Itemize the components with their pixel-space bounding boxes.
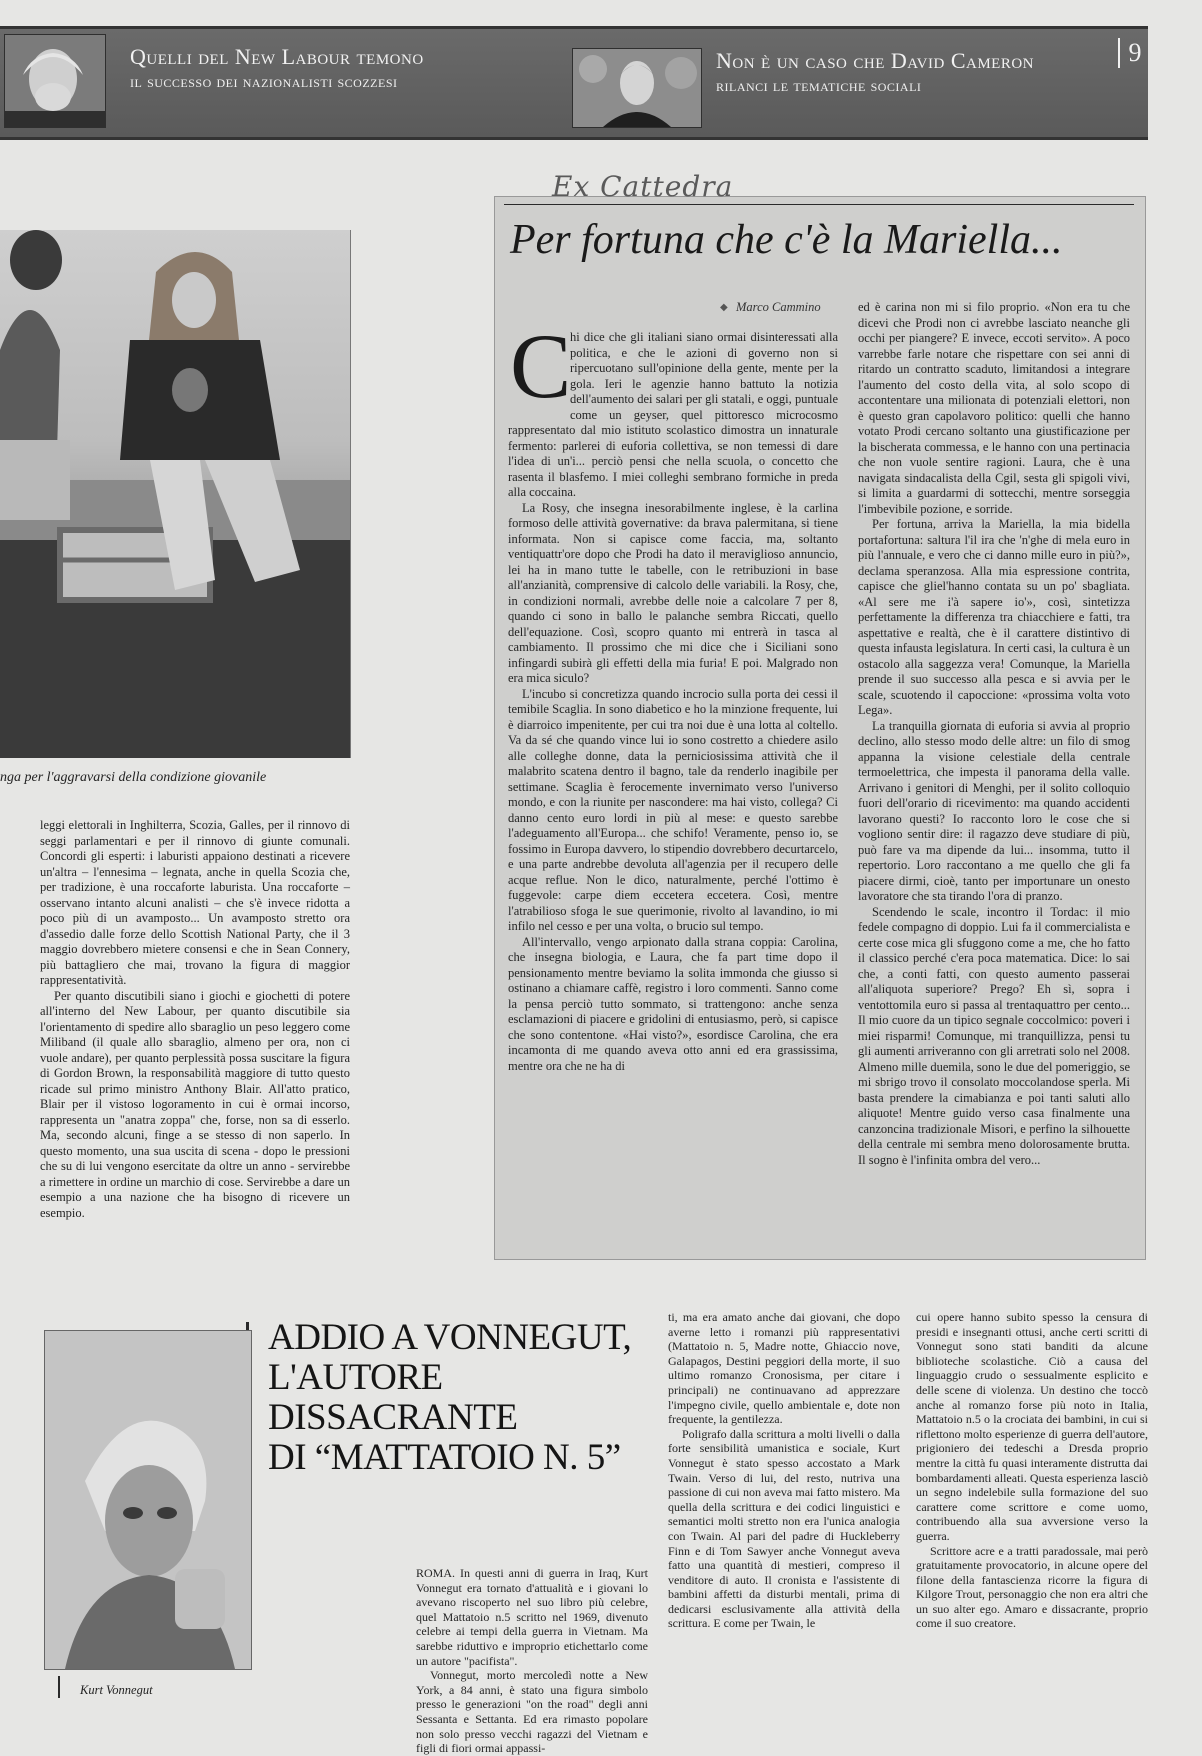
article-paragraph: leggi elettorali in Inghilterra, Scozia, Galles, per il rinnovo di seggi parlamentari e per il rinnovo di giunte comunali. Concordi gli esperti: i laburisti appaiono destinati a ricevere un'altra – l'ennesima – legnata, anche in quella Scozia che, per tradizione, è una roccaforte laburista. Una roccaforte – osservano intanto alcuni analisti – che s'è invece ridotta a poco più di un avamposto... Un avamposto stretto ora d'assedio dalle forze dello Scottish National Party, che il 3 maggio dovrebbero mietere consensi e che in Sean Connery, più battagliero che mai, trovano la figura di maggior rappresentatività. <box>40 818 350 987</box>
headline-line: ADDIO A VONNEGUT, <box>268 1317 632 1358</box>
editorial-paragraph: hi dice che gli italiani siano ormai disinteressati alla politica, e che le azioni di governo non si ripercuotano sull'opinione della gente, mente per la gola. Ieri le agenzie hanno battuto la notizia dell'aumento dei salari per gli statali, e oggi, puntuale come un geyser, quel pittoresco microcosmo rappresentato dal mio istituto scolastico dimostra un innaturale fermento: parlerei di euforia collettiva, se non temessi di dare l'idea di un'i... perciò pensi che nella scuola, o concetto che rasenta il blasfemo. I miei colleghi sembrano formiche in preda alla coccaina. <box>508 330 838 499</box>
vonnegut-paragraph: ROMA. In questi anni di guerra in Iraq, Kurt Vonnegut era tornato d'attualità e i giovani lo avevano riscoperto nel suo libro più celebre, quel Mattatoio n.5 scritto nel 1969, divenuto celebre ai tempi della guerra in Vietnam. Ma sarebbe riduttivo e improprio etichettarlo come un autore "pacifista". <box>416 1566 648 1668</box>
photo-caption: nga per l'aggravarsi della condizione giovanile <box>0 770 267 785</box>
editorial-paragraph: Per fortuna, arriva la Mariella, la mia bidella portafortuna: saltura l'il ira che 'n'ghe di mela euro in più l'annuale, e vero che ci danno mille euro in più?», declama speranzosa. Alla mia espressione contrita, capisce che gliel'hanno contata su un po' sbagliata. «Al sere me i'à sapere io'», così, sintetizza perfettamente la differenza tra chiacchiere e fatti, tra aspettative e realtà, che è il carattere distintivo di questa infausta legislatura. In certi casi, la cultura è un ostacolo alla saggezza vera! Comunque, la Mariella prende il suo successo alla pesca e si avvia per le scale, scuotendo il capoccione: «prossima volta voto Lega». <box>858 517 1130 717</box>
article-paragraph: Per quanto discutibili siano i giochi e giochetti di potere all'interno del New Labour, per quanto discutibile sia l'orientamento di spedire allo sbaraglio un peso leggero come Miliband (il quale allo sbaraglio, almeno per ora, non ci vuole andare), per quanto perplessità possa suscitare la figura di Gordon Brown, la responsabilità maggiore di tutto questo ricade sul primo ministro Anthony Blair. All'atto pratico, Blair per il vistoso logoramento in cui è ormai incorso, rappresenta un "anatra zoppa" che, forse, non sa di esserlo. Ma, secondo alcuni, finge a se stesso di non saperlo. In questo momento, una sua uscita di scena - dopo le pressioni che su di lui vengono esercitate da oltre un anno - servirebbe a rimettere in ordine un marchio di cose. Servirebbe a dare un esempio a una nazione che ha bisogno di ricevere un esempio. <box>40 988 350 1220</box>
vonnegut-column-1 <box>416 1566 648 1756</box>
editorial-paragraph: All'intervallo, vengo arpionato dalla strana coppia: Carolina, che insegna biologia, e Laura, che fa part time dopo il pensionamento mentre beviamo la solita immonda che giusso si ostinano a chiamare caffè, registro i loro commenti. Sanno come la pensa perciò tutto sommato, si trattengono: anche senza esclamazioni di piacere e gridolini di entusiasmo, però, si capisce che sono contentone. «Hai visto?», esordisce Carolina, che era incamonta di me quando aveva otto anni ed era grassissima, mentre ora che ne ha di <box>508 934 838 1073</box>
editorial-kicker: Ex Cattedra <box>552 170 734 203</box>
left-teaser-line2: il successo dei nazionalisti scozzesi <box>130 72 398 91</box>
vonnegut-paragraph: ti, ma era amato anche dai giovani, che dopo averne letto i romanzi più rappresentativi (Mattatoio n. 5, Madre notte, Ghiaccio nove, Galapagos, Destini peggiori della morte, il suo ultimo romanzo Cronosisma, per citare i principali) ne continuavano ad apprezzare l'impegno civile, quello ambientale e, dote non frequente, la gentilezza. <box>668 1310 900 1427</box>
portrait-photo-left <box>4 34 106 128</box>
editorial-author: Marco Cammino <box>736 300 821 314</box>
vonnegut-photo <box>44 1330 252 1670</box>
portrait-photo-right <box>572 48 702 128</box>
editorial-top-rule <box>504 204 1134 205</box>
dropcap-spacer <box>508 330 570 408</box>
editorial-paragraph: La Rosy, che insegna inesorabilmente inglese, è la carlina formoso delle attività governative: da brava palermitana, si tiene informata. Non si capisce come faccia, ma, soltanto ventiquattr'ore dopo che Prodi ha dato il meraviglioso annuncio, lei ha in mano tutte le tabelle, con le retribuzioni in base all'anzianità, comprensive di calcolo delle variabili. la Rosy, che, in condizioni normali, avrebbe delle noie a calcolare 7 per 8, quando ci sono in ballo le palanche sembra Riccati, quello dell'equazione. Così, scopro quanto mi entrerà in tasca al cambiamento. Il prossimo che mi dice che i Siciliani sono infingardi subirà gli effetti della mia furia! E poi. Malgrado non era mica siculo? <box>508 500 838 685</box>
editorial-column-2 <box>858 300 1130 1240</box>
editorial-paragraph: ed è carina non mi si filo proprio. «Non era tu che dicevi che Prodi non ci avrebbe lasciato neanche gli occhi per piangere? E invece, eccoti servito». A poco varrebbe farle notare che rispettare con sei anni di ritardo un contratto scaduto, limitandosi a integrare l'aumento del costo della vita, al solo scopo di accontentare una milionata di potenziali elettori, non è questo gran capolavoro politico: quelli che hanno votato Prodi cercano soltanto una giustificazione per la bischerata commessa, e le hanno con una pertinacia che non vuole sentire ragioni. Laura, che è una navigata sindacalista della Cgil, sesta gli spigoli vivi, si limita a guardarmi di sottecchi, mentre sorseggia l'imbevibile pozione, e sorride. <box>858 300 1130 516</box>
vonnegut-column-3 <box>916 1310 1148 1744</box>
vonnegut-paragraph: cui opere hanno subito spesso la censura di presidi e insegnanti ottusi, anche certi scritti di Vonnegut sono stati banditi da alcune biblioteche scolastiche. Ciò a causa del linguaggio crudo o sessualmente esplicito e delle scene di violenza. Un destino che toccò anche al romanzo forse più noto in Italia, Mattatoio n.5 o la crociata dei bambini, in cui si riflettono molto esperienze di guerra dell'autore, prigioniero dei tedeschi a Dresda proprio mentre la città fu quasi interamente distrutta dai bombardamenti alleati. Questa esperienza lasciò un segno indelebile sulla formazione del suo carattere come scrittore e come uomo, contribuendo alla sua avversione verso la guerra. <box>916 1310 1148 1543</box>
photo-caption-vonnegut: Kurt Vonnegut <box>80 1683 153 1697</box>
teenagers-photo <box>0 230 351 758</box>
vonnegut-column-2 <box>668 1310 900 1744</box>
vonnegut-paragraph: Vonnegut, morto mercoledì notte a New York, a 84 anni, è stato una figura simbolo presso le generazioni "on the road" degli anni Sessanta e Settanta. Ed era rimasto popolare non solo presso vecchi ragazzi del Vietnam e figli di fiori ormai appassi- <box>416 1668 648 1756</box>
editorial-paragraph: Scendendo le scale, incontro il Tordac: il mio fedele compagno di doppio. Lui fa il commercialista e certe cose mica gli sfuggono come a me, che ho fatto il classico perché c'era poca matematica. Dice: lo sai che, a conti fatti, con questo aumento passerai all'aliquota superiore? Prego? Eh sì, sopra i ventottomila euro si passa al trentaquattro per cento... Il mio cuore da un tipico segnale coccolmico: poveri i miei risparmi! Comunque, mi tranquillizza, pensi tu gli aumenti arriveranno con gli arretrati solo nel 2008. Almeno mille duemila, sono le due del pomeriggio, se mi sbrigo trovo il consolato moccolandose sperla. Mi basta prendere la cimabianza e poi tanti saluti allo aliquote! Mentre guido verso casa finalmente una canzoncina tradizionale Misori, e perfino la silhouette della centrale mi sembra meno dolorosamente brutta. Il sogno è l'infinita ombra del vero... <box>858 904 1130 1167</box>
left-teaser-line1: Quelli del New Labour temono <box>130 44 424 69</box>
right-teaser-headline[interactable] <box>716 48 1116 98</box>
right-teaser-line2: rilanci le tematiche sociali <box>716 76 922 95</box>
headline-line: L'AUTORE DISSACRANTE <box>268 1357 518 1438</box>
vonnegut-paragraph: Poligrafo dalla scrittura a molti livelli o dalla forte sensibilità umanistica e sociale, Kurt Vonnegut è stato spesso accostato a Mark Twain. Verso di lui, del resto, nutriva una passione di cui non aveva mai fatto mistero. Ma quella della scrittura e dei codici linguistici e semantici molti stretto non era l'unica analogia con Twain. Al pari del padre di Huckleberry Finn e di Tom Sawyer anche Vonnegut aveva fatto una quantità di mestieri, compreso il venditore di auto. Il cronista e l'assistente di bambini affetti da disturbi mentali, prima di dedicarsi esclusivamente alla attività della scrittura. E come per Twain, le <box>668 1426 900 1631</box>
left-teaser-headline[interactable] <box>130 44 510 94</box>
drop-cap: C <box>510 315 572 417</box>
vonnegut-headline[interactable] <box>268 1318 668 1478</box>
editorial-paragraph: La tranquilla giornata di euforia si avvia al proprio declino, allo stesso modo delle altre: un filo di smog appanna la visione celestiale della centrale termoelettrica, che impesta il panorama della valle. Arrivano i genitori di Menghi, per il solito colloquio fuori dell'orario di ricevimento: ma quando accidenti lavorano questi? Io racconto loro le cose che si vogliono sentir dire: il ragazzo deve studiare di più, può fare va ma dipende da lui... insomma, tutto il repertorio. Loro raccontano a me quello che gli fa piacere dirmi, cioè, tanto per importunare un onesto lavoratore che sta tirando l'ora di pranzo. <box>858 718 1130 903</box>
page-number: 9 <box>1118 38 1150 68</box>
caption-rule <box>58 1676 60 1698</box>
diamond-bullet-icon: ◆ <box>720 302 728 313</box>
vonnegut-paragraph: Scrittore acre e a tratti paradossale, mai però gratuitamente provocatorio, in alcune opere del filone della fantascienza ricorre la figura di Kilgore Trout, personaggio che non era altri che un suo alter ego. Amaro e dissacrante, proprio come il suo creatore. <box>916 1543 1148 1631</box>
right-teaser-line1: Non è un caso che David Cameron <box>716 48 1035 73</box>
editorial-column-1 <box>508 330 838 1242</box>
editorial-paragraph: L'incubo si concretizza quando incrocio sulla porta dei cessi il temibile Scaglia. In sono diabetico e ho la minzione frequente, lui è diarroico impenitente, per cui tra noi due è una lotta al coltello. Va da sé che quando vince lui io sono costretto a chiedere asilo alle colleghe donne, data la perniciosissima attività che il malabrito scatena dentro il bagno, tale da renderlo inagibile per settimane. Scaglia è ferocemente invernimato verso l'universo mondo, e con la riunite per nascondere: ma hai visto, collega? Ci danno cento euro lordi in più al mese: e questo sarebbe l'adeguamento all'Europa... che schifo! Veramente, penso io, se fossimo in Europa davvero, lo stipendio dovrebbero decurtarcelo, e una parte andrebbe devoluta all'agenzia per il recupero delle acque reflue. Non le dico, naturalmente, perché l'ottimo è fuggevole: carpe diem eccetera eccetera. Così, mentre l'atrabilioso sfoga le sue querimonie, rivolto al lavandino, io mi infilo nel cesso e per una volta, o brucio sul tempo. <box>508 686 838 933</box>
editorial-title[interactable]: Per fortuna che c'è la Mariella... <box>510 217 1063 263</box>
headline-line: DI “MATTATOIO N. 5” <box>268 1437 621 1478</box>
labour-article-body <box>40 818 350 1260</box>
